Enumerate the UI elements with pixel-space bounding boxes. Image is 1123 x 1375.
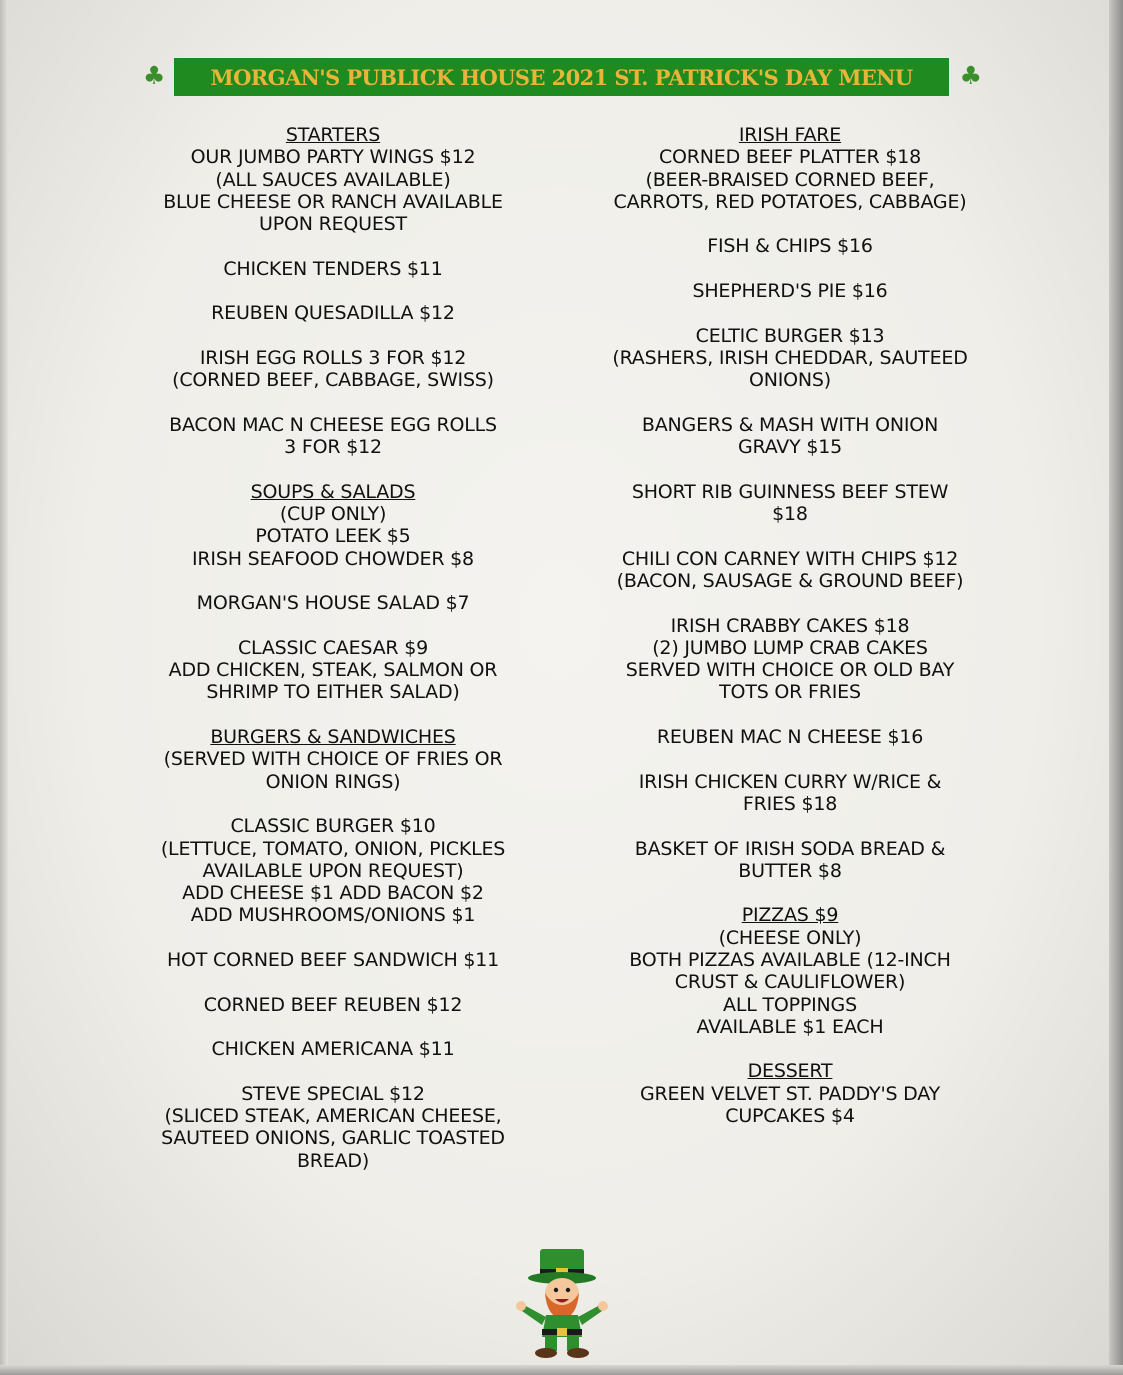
menu-item <box>118 815 548 926</box>
section-pizzas <box>575 904 1005 1038</box>
menu-line: IRISH CHICKEN CURRY W/RICE & <box>638 770 942 793</box>
menu-line: CRUST & CAULIFLOWER) <box>674 971 906 994</box>
menu-line: GRAVY $15 <box>737 436 843 459</box>
section-starters <box>118 124 548 458</box>
menu-line: CHICKEN TENDERS $11 <box>223 257 443 280</box>
menu-line: (CORNED BEEF, CABBAGE, SWISS) <box>172 369 494 392</box>
menu-item <box>575 615 1005 704</box>
section-dessert <box>575 1060 1005 1127</box>
menu-item <box>575 325 1005 392</box>
menu-line: CORNED BEEF REUBEN $12 <box>203 993 463 1016</box>
menu-line: $18 <box>772 503 808 526</box>
menu-line: BASKET OF IRISH SODA BREAD & <box>634 837 946 860</box>
menu-line: REUBEN MAC N CHEESE $16 <box>656 726 924 749</box>
menu-line: BLUE CHEESE OR RANCH AVAILABLE <box>163 190 503 213</box>
menu-item <box>118 503 548 570</box>
title-row <box>140 58 985 98</box>
menu-line: (BACON, SAUSAGE & GROUND BEEF) <box>616 569 964 592</box>
menu-line: IRISH SEAFOOD CHOWDER $8 <box>192 547 474 570</box>
menu-item <box>575 771 1005 816</box>
menu-line: CHILI CON CARNEY WITH CHIPS $12 <box>621 547 959 570</box>
menu-line: SHEPHERD'S PIE $16 <box>692 280 888 303</box>
menu-line: BUTTER $8 <box>738 859 842 882</box>
menu-line: IRISH CRABBY CAKES $18 <box>670 614 910 637</box>
menu-line: MORGAN'S HOUSE SALAD $7 <box>196 592 470 615</box>
section-heading: STARTERS <box>285 124 381 146</box>
menu-line: UPON REQUEST <box>259 213 407 236</box>
menu-item <box>575 481 1005 526</box>
menu-line: (BEER-BRAISED CORNED BEEF, <box>645 168 935 191</box>
menu-item <box>118 146 548 235</box>
section-heading: BURGERS & SANDWICHES <box>210 726 456 749</box>
menu-line: ADD CHEESE $1 ADD BACON $2 <box>182 882 484 905</box>
menu-line: HOT CORNED BEEF SANDWICH $11 <box>166 948 500 971</box>
menu-line: ALL TOPPINGS <box>723 993 857 1016</box>
menu-line: BOTH PIZZAS AVAILABLE (12-INCH <box>629 948 951 971</box>
menu-line: (SERVED WITH CHOICE OF FRIES OR <box>163 748 503 771</box>
menu-column-right <box>575 124 1005 1150</box>
menu-item <box>118 994 548 1016</box>
menu-item <box>118 414 548 459</box>
menu-item <box>575 927 1005 1038</box>
menu-column-left <box>118 124 548 1194</box>
menu-item <box>575 235 1005 257</box>
menu-line: ADD MUSHROOMS/ONIONS $1 <box>190 904 476 927</box>
menu-item <box>575 280 1005 302</box>
menu-item <box>118 592 548 614</box>
section-heading: DESSERT <box>747 1060 833 1083</box>
shamrock-icon: ♣ <box>959 61 982 90</box>
menu-line: SHRIMP TO EITHER SALAD) <box>206 681 460 704</box>
menu-line: (RASHERS, IRISH CHEDDAR, SAUTEED <box>612 346 968 369</box>
menu-line: CELTIC BURGER $13 <box>695 324 885 347</box>
menu-line: CARROTS, RED POTATOES, CABBAGE) <box>613 190 967 213</box>
menu-line: BREAD) <box>296 1149 370 1172</box>
page-edge-right <box>1109 0 1123 1375</box>
menu-item <box>575 146 1005 213</box>
section-burgers-sandwiches <box>118 726 548 1172</box>
menu-line: STEVE SPECIAL $12 <box>241 1082 425 1105</box>
menu-item <box>118 949 548 971</box>
menu-line: (ALL SAUCES AVAILABLE) <box>215 168 451 191</box>
section-heading: PIZZAS $9 <box>741 904 839 927</box>
menu-line: AVAILABLE UPON REQUEST) <box>202 859 464 882</box>
menu-line: SAUTEED ONIONS, GARLIC TOASTED <box>161 1127 505 1150</box>
menu-line: (CUP ONLY) <box>279 503 387 526</box>
menu-line: (LETTUCE, TOMATO, ONION, PICKLES <box>160 837 506 860</box>
menu-item <box>575 1083 1005 1128</box>
menu-line: OUR JUMBO PARTY WINGS $12 <box>190 146 476 169</box>
menu-line: (SLICED STEAK, AMERICAN CHEESE, <box>164 1105 502 1128</box>
menu-line: GREEN VELVET ST. PADDY'S DAY <box>639 1082 941 1105</box>
menu-item <box>575 548 1005 593</box>
page-edge-left <box>0 0 8 1375</box>
menu-line: BANGERS & MASH WITH ONION <box>641 413 939 436</box>
section-heading: IRISH FARE <box>738 124 842 146</box>
menu-line: BACON MAC N CHEESE EGG ROLLS <box>169 413 497 436</box>
leprechaun-icon <box>512 1245 612 1360</box>
menu-line: POTATO LEEK $5 <box>255 525 411 548</box>
menu-line: CLASSIC BURGER $10 <box>230 815 436 838</box>
menu-line: ADD CHICKEN, STEAK, SALMON OR <box>168 659 498 682</box>
menu-line: (2) JUMBO LUMP CRAB CAKES <box>652 636 928 659</box>
menu-line: (CHEESE ONLY) <box>718 926 862 949</box>
menu-line: ONIONS) <box>748 369 831 392</box>
menu-item <box>118 748 548 793</box>
menu-title: MORGAN'S PUBLICK HOUSE 2021 ST. PATRICK'S DAY MENU <box>210 64 913 90</box>
menu-item <box>118 258 548 280</box>
section-irish-fare <box>575 124 1005 882</box>
menu-item <box>575 414 1005 459</box>
menu-line: CORNED BEEF PLATTER $18 <box>658 146 922 169</box>
page-edge-bottom <box>0 1365 1123 1375</box>
shamrock-icon: ♣ <box>143 61 166 90</box>
menu-line: TOTS OR FRIES <box>719 681 861 704</box>
menu-line: FRIES $18 <box>742 792 838 815</box>
menu-item <box>118 302 548 324</box>
section-soups-salads <box>118 481 548 704</box>
menu-line: SERVED WITH CHOICE OR OLD BAY <box>625 659 955 682</box>
menu-line: IRISH EGG ROLLS 3 FOR $12 <box>199 346 467 369</box>
menu-item <box>575 726 1005 748</box>
menu-line: CLASSIC CAESAR $9 <box>237 636 428 659</box>
menu-line: CUPCAKES $4 <box>725 1105 855 1128</box>
title-banner <box>174 58 949 96</box>
menu-item <box>118 347 548 392</box>
section-heading: SOUPS & SALADS <box>250 480 416 503</box>
menu-item <box>118 637 548 704</box>
menu-item <box>118 1083 548 1172</box>
menu-item <box>118 1038 548 1060</box>
menu-item <box>575 838 1005 883</box>
menu-line: ONION RINGS) <box>265 770 401 793</box>
menu-line: CHICKEN AMERICANA $11 <box>211 1038 455 1061</box>
menu-line: AVAILABLE $1 EACH <box>696 1015 884 1038</box>
menu-line: 3 FOR $12 <box>284 436 382 459</box>
menu-line: REUBEN QUESADILLA $12 <box>211 302 455 325</box>
menu-line: SHORT RIB GUINNESS BEEF STEW <box>631 480 949 503</box>
menu-line: FISH & CHIPS $16 <box>707 235 873 258</box>
